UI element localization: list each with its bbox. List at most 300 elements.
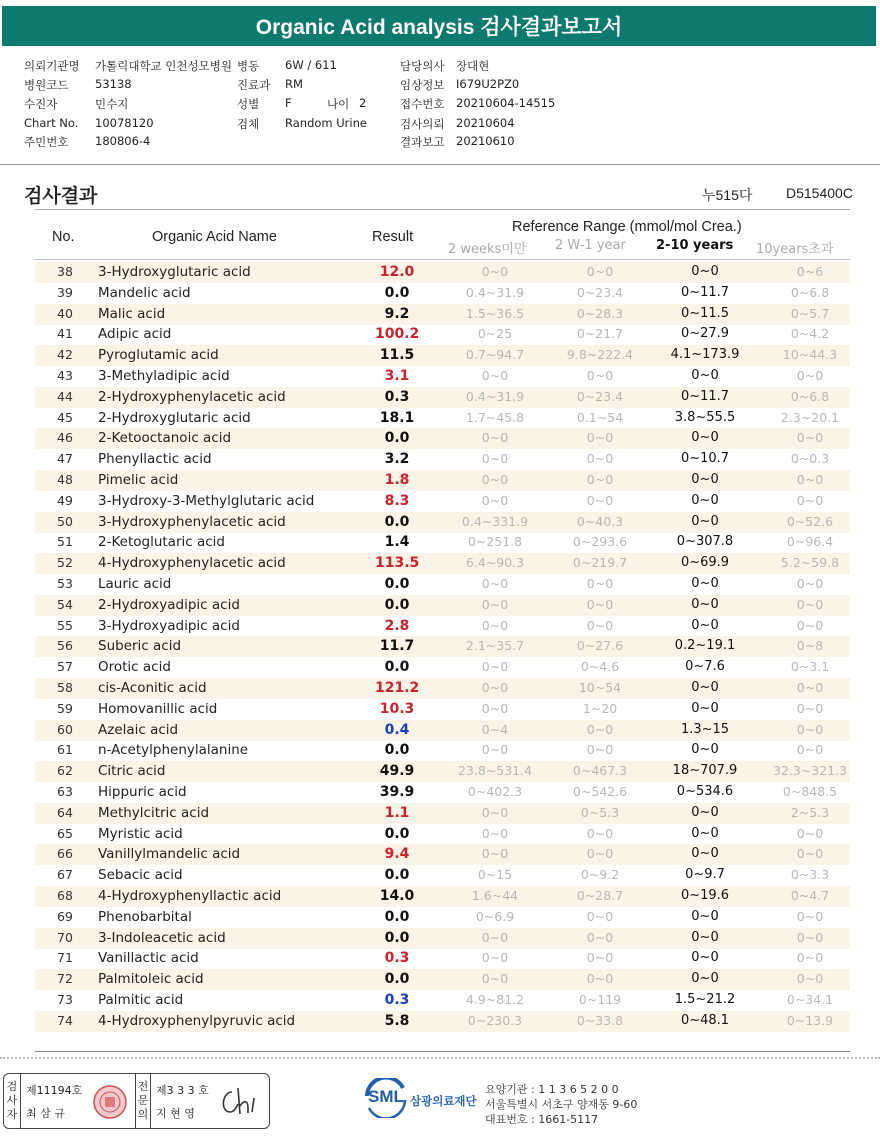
row-number: 60 bbox=[57, 721, 73, 737]
range-under-2-weeks: 0~0 bbox=[481, 700, 509, 716]
table-row bbox=[35, 408, 850, 429]
info-left-field-value: 53138 bbox=[95, 77, 132, 91]
range-2-10y: 0~7.6 bbox=[685, 659, 725, 675]
range-2w-1y: 0~0 bbox=[586, 742, 614, 758]
table-row bbox=[35, 886, 850, 907]
row-number: 39 bbox=[57, 284, 73, 300]
info-mid-field-label: 성별 bbox=[237, 97, 260, 111]
row-number: 48 bbox=[57, 472, 73, 487]
info-right-field-value: 장대현 bbox=[456, 59, 490, 73]
info-mid-field-value: RM bbox=[285, 77, 303, 91]
range-2w-1y: 0~0 bbox=[586, 971, 614, 987]
table-row bbox=[35, 304, 850, 325]
acid-name: Malic acid bbox=[98, 305, 166, 322]
range-2-10y: 0~0 bbox=[691, 576, 719, 591]
range-under-2-weeks: 0~0 bbox=[481, 617, 509, 633]
result-value: 0.0 bbox=[384, 596, 410, 613]
range-2w-1y: 0~467.3 bbox=[572, 763, 628, 779]
table-row bbox=[35, 928, 850, 949]
range-over-10y: 0~0 bbox=[796, 576, 824, 591]
result-value: 0.4 bbox=[384, 721, 410, 738]
result-value: 18.1 bbox=[379, 409, 415, 426]
row-number: 49 bbox=[57, 492, 73, 508]
range-2-10y: 0~0 bbox=[691, 368, 719, 383]
result-value: 1.8 bbox=[384, 472, 410, 488]
row-number: 69 bbox=[57, 908, 73, 924]
result-value: 0.0 bbox=[384, 284, 410, 301]
acid-name: Phenyllactic acid bbox=[98, 451, 212, 468]
result-value: 11.5 bbox=[379, 347, 415, 364]
range-2w-1y: 0~0 bbox=[586, 825, 614, 841]
range-2-10y: 0~0 bbox=[691, 929, 719, 945]
acid-name: Citric acid bbox=[98, 763, 166, 780]
result-value: 49.9 bbox=[379, 763, 415, 780]
info-left-field-label: Chart No. bbox=[24, 116, 79, 130]
specialist-vlabel-2: 문 bbox=[137, 1094, 149, 1107]
range-under-2-weeks: 0~0 bbox=[481, 472, 509, 487]
acid-name: Sebacic acid bbox=[98, 867, 183, 884]
table-row bbox=[35, 969, 850, 990]
acid-name: 2-Hydroxyphenylacetic acid bbox=[98, 388, 286, 405]
row-number: 59 bbox=[57, 700, 73, 716]
range-under-2-weeks: 0~4 bbox=[481, 721, 509, 737]
range-over-10y: 0~3.3 bbox=[790, 867, 830, 883]
report-code-1: 누515다 bbox=[702, 187, 753, 203]
range-2w-1y: 0~0 bbox=[586, 721, 614, 737]
range-over-10y: 0~0 bbox=[796, 492, 824, 508]
table-row bbox=[35, 657, 850, 678]
info-left-field-value: 가톨릭대학교 인천성모병원 bbox=[95, 59, 232, 73]
table-row bbox=[35, 512, 850, 533]
table-row bbox=[35, 428, 850, 449]
range-2-10y: 0~0 bbox=[691, 617, 719, 633]
info-right-field-label: 결과보고 bbox=[400, 135, 445, 149]
table-row bbox=[35, 761, 850, 782]
range-under-2-weeks: 0~6.9 bbox=[475, 908, 515, 924]
result-value: 0.0 bbox=[384, 825, 410, 842]
range-under-2-weeks: 0~15 bbox=[477, 867, 513, 883]
table-row bbox=[35, 844, 850, 865]
range-2w-1y: 0~4.6 bbox=[580, 659, 620, 675]
range-2w-1y: 0~21.7 bbox=[576, 326, 624, 342]
range-over-10y: 0~4.7 bbox=[790, 888, 830, 903]
range-2-10y: 1.5~21.2 bbox=[674, 992, 736, 1007]
table-row bbox=[35, 449, 850, 470]
table-row bbox=[35, 782, 850, 803]
range-over-10y: 0~0 bbox=[796, 472, 824, 487]
range-2-10y: 0~534.6 bbox=[676, 784, 734, 799]
inspector-id: 제11194호 bbox=[26, 1084, 83, 1097]
range-2-10y: 0~0 bbox=[691, 430, 719, 446]
table-row bbox=[35, 595, 850, 616]
range-under-2-weeks: 0~0 bbox=[481, 576, 509, 591]
acid-name: Palmitoleic acid bbox=[98, 971, 204, 988]
row-number: 67 bbox=[57, 867, 73, 883]
acid-name: Phenobarbital bbox=[98, 908, 192, 925]
range-over-10y: 0~0 bbox=[796, 596, 824, 612]
acid-name: Pyroglutamic acid bbox=[98, 347, 219, 364]
inspector-vlabel-1: 검 bbox=[6, 1080, 18, 1093]
range-2-10y: 0~0 bbox=[691, 492, 719, 508]
table-row bbox=[35, 824, 850, 845]
result-value: 5.8 bbox=[384, 1012, 410, 1029]
table-row bbox=[35, 636, 850, 657]
range-2w-1y: 0~542.6 bbox=[572, 784, 628, 799]
acid-name: 3-Hydroxy-3-Methylglutaric acid bbox=[98, 492, 315, 509]
result-value: 100.2 bbox=[375, 326, 420, 343]
acid-name: Vanillylmandelic acid bbox=[98, 846, 241, 863]
info-mid-field-value: 6W / 611 bbox=[285, 58, 337, 72]
range-2w-1y: 0~23.4 bbox=[576, 388, 624, 404]
table-top-rule bbox=[35, 209, 850, 210]
range-over-10y: 2~5.3 bbox=[790, 804, 830, 820]
range-2-10y: 0~11.7 bbox=[680, 284, 730, 300]
range-over-10y: 0~0 bbox=[796, 700, 824, 716]
info-left-field-value: 민수지 bbox=[95, 97, 129, 111]
range-2w-1y: 0~0 bbox=[586, 264, 614, 279]
range-over-10y: 0~0 bbox=[796, 617, 824, 633]
range-2w-1y: 0~0 bbox=[586, 430, 614, 446]
header-rule bbox=[35, 259, 850, 260]
range-over-10y: 0~0 bbox=[796, 742, 824, 758]
row-number: 46 bbox=[57, 430, 73, 446]
range-under-2-weeks: 4.9~81.2 bbox=[465, 992, 525, 1007]
table-bottom-rule bbox=[35, 1051, 850, 1052]
range-over-10y: 0~0 bbox=[796, 971, 824, 987]
range-2-10y: 18~707.9 bbox=[672, 763, 738, 779]
range-2w-1y: 9.8~222.4 bbox=[566, 347, 634, 363]
row-number: 38 bbox=[57, 264, 73, 279]
range-2-10y: 0~0 bbox=[691, 513, 719, 529]
inspector-vlabel-2: 사 bbox=[6, 1094, 18, 1107]
range-2w-1y: 0~0 bbox=[586, 492, 614, 508]
range-under-2-weeks: 0.4~31.9 bbox=[465, 284, 525, 300]
range-2w-1y: 0~0 bbox=[586, 451, 614, 467]
acid-name: 2-Hydroxyadipic acid bbox=[98, 596, 240, 613]
acid-name: Myristic acid bbox=[98, 825, 183, 842]
range-under-2-weeks: 0~0 bbox=[481, 368, 509, 383]
acid-name: 4-Hydroxyphenylpyruvic acid bbox=[98, 1012, 296, 1029]
result-value: 11.7 bbox=[379, 638, 415, 655]
table-row bbox=[35, 720, 850, 741]
range-over-10y: 0~52.6 bbox=[786, 513, 834, 529]
row-number: 52 bbox=[57, 555, 73, 571]
range-under-2-weeks: 1.5~36.5 bbox=[465, 305, 525, 321]
range-2w-1y: 1~20 bbox=[582, 700, 618, 716]
info-mid-field-value: Random Urine bbox=[285, 116, 367, 130]
range-over-10y: 0~0 bbox=[796, 430, 824, 446]
acid-name: Hippuric acid bbox=[98, 784, 187, 800]
range-2w-1y: 0~33.8 bbox=[576, 1012, 624, 1028]
table-row bbox=[35, 990, 850, 1011]
report-code-2: D515400C bbox=[786, 185, 853, 201]
result-value: 0.3 bbox=[384, 950, 410, 967]
range-2w-1y: 0~28.3 bbox=[576, 305, 624, 321]
range-2-10y: 0~11.7 bbox=[680, 388, 730, 404]
result-value: 0.0 bbox=[384, 430, 410, 447]
row-number: 70 bbox=[57, 929, 73, 945]
table-row bbox=[35, 387, 850, 408]
range-over-10y: 0~34.1 bbox=[786, 992, 834, 1007]
range-under-2-weeks: 1.7~45.8 bbox=[465, 409, 525, 425]
info-left-field-label: 병원코드 bbox=[24, 78, 69, 92]
acid-name: cis-Aconitic acid bbox=[98, 680, 207, 696]
range-2w-1y: 0~0 bbox=[586, 908, 614, 924]
result-value: 0.0 bbox=[384, 971, 410, 988]
age-label: 나이 bbox=[327, 97, 350, 111]
table-row bbox=[35, 907, 850, 928]
acid-name: Mandelic acid bbox=[98, 284, 191, 301]
range-2w-1y: 0~0 bbox=[586, 929, 614, 945]
range-over-10y: 2.3~20.1 bbox=[780, 409, 840, 425]
info-left-field-label: 의뢰기관명 bbox=[24, 59, 80, 73]
info-right-field-value: 20210604 bbox=[456, 116, 515, 130]
footer-separator bbox=[0, 1057, 880, 1059]
range-over-10y: 0~0 bbox=[796, 950, 824, 966]
range-2-10y: 0~307.8 bbox=[676, 534, 734, 550]
range-over-10y: 0~6 bbox=[796, 264, 824, 279]
acid-name: Vanillactic acid bbox=[98, 950, 199, 967]
range-2w-1y: 0~0 bbox=[586, 950, 614, 966]
result-value: 8.3 bbox=[384, 492, 410, 509]
range-over-10y: 0~0 bbox=[796, 680, 824, 695]
header-range-1: 2 weeks미만 bbox=[448, 242, 527, 257]
range-2w-1y: 0~219.7 bbox=[572, 555, 628, 571]
range-over-10y: 0~0 bbox=[796, 908, 824, 924]
range-over-10y: 0~5.7 bbox=[790, 305, 830, 321]
row-number: 64 bbox=[57, 804, 73, 820]
table-row bbox=[35, 470, 850, 491]
range-2-10y: 0~0 bbox=[691, 908, 719, 924]
table-row bbox=[35, 699, 850, 720]
range-2-10y: 0~27.9 bbox=[680, 326, 730, 342]
acid-name: 3-Methyladipic acid bbox=[98, 368, 230, 384]
acid-name: 4-Hydroxyphenyllactic acid bbox=[98, 888, 282, 904]
table-row bbox=[35, 948, 850, 969]
range-2-10y: 0~11.5 bbox=[680, 305, 730, 321]
row-number: 50 bbox=[57, 513, 73, 529]
range-over-10y: 0~4.2 bbox=[790, 326, 830, 342]
range-2w-1y: 0.1~54 bbox=[576, 409, 624, 425]
range-2w-1y: 0~40.3 bbox=[576, 513, 624, 529]
specialist-name: 지 현 영 bbox=[156, 1107, 195, 1120]
range-2w-1y: 0~0 bbox=[586, 617, 614, 633]
range-2-10y: 0~69.9 bbox=[680, 555, 730, 571]
range-under-2-weeks: 23.8~531.4 bbox=[457, 763, 533, 779]
acid-name: Suberic acid bbox=[98, 638, 182, 655]
range-over-10y: 0~13.9 bbox=[786, 1012, 834, 1028]
address: 서울특별시 서초구 양재동 9-60 bbox=[485, 1098, 638, 1111]
result-value: 3.1 bbox=[384, 368, 410, 384]
acid-name: 2-Ketooctanoic acid bbox=[98, 430, 232, 447]
row-number: 56 bbox=[57, 638, 73, 654]
range-over-10y: 32.3~321.3 bbox=[772, 763, 848, 779]
range-under-2-weeks: 0~0 bbox=[481, 971, 509, 987]
range-under-2-weeks: 0~251.8 bbox=[467, 534, 523, 550]
sml-logo-text: SML bbox=[368, 1087, 404, 1106]
table-row bbox=[35, 262, 850, 283]
range-under-2-weeks: 0~0 bbox=[481, 596, 509, 612]
range-over-10y: 0~0 bbox=[796, 846, 824, 862]
result-value: 0.0 bbox=[384, 867, 410, 884]
range-2-10y: 3.8~55.5 bbox=[674, 409, 736, 425]
specialist-vlabel-1: 전 bbox=[137, 1080, 149, 1093]
table-row bbox=[35, 553, 850, 574]
row-number: 40 bbox=[57, 305, 73, 321]
row-number: 68 bbox=[57, 888, 73, 903]
range-2-10y: 0~0 bbox=[691, 825, 719, 841]
acid-name: Homovanillic acid bbox=[98, 700, 218, 717]
range-under-2-weeks: 0~0 bbox=[481, 846, 509, 862]
info-right-field-label: 임상정보 bbox=[400, 78, 445, 92]
range-2w-1y: 0~0 bbox=[586, 846, 614, 862]
result-value: 3.2 bbox=[384, 451, 410, 468]
range-2-10y: 0~0 bbox=[691, 742, 719, 758]
table-row bbox=[35, 678, 850, 699]
info-left-field-value: 10078120 bbox=[95, 116, 154, 130]
range-2-10y: 0.2~19.1 bbox=[674, 638, 736, 654]
range-under-2-weeks: 0~0 bbox=[481, 950, 509, 966]
range-2-10y: 0~0 bbox=[691, 846, 719, 862]
range-2-10y: 4.1~173.9 bbox=[670, 347, 740, 363]
row-number: 45 bbox=[57, 409, 73, 425]
range-2-10y: 0~0 bbox=[691, 971, 719, 987]
table-row bbox=[35, 616, 850, 637]
result-value: 0.3 bbox=[384, 388, 410, 405]
range-2w-1y: 0~0 bbox=[586, 596, 614, 612]
range-2w-1y: 0~9.2 bbox=[580, 867, 620, 883]
result-value: 1.1 bbox=[384, 804, 410, 821]
seal-stamp-icon bbox=[92, 1084, 128, 1120]
info-right-field-label: 담당의사 bbox=[400, 59, 445, 73]
info-mid-field-label: 검체 bbox=[237, 117, 260, 131]
acid-name: Lauric acid bbox=[98, 576, 172, 592]
result-value: 0.0 bbox=[384, 513, 410, 530]
range-2w-1y: 10~54 bbox=[578, 680, 622, 695]
range-2-10y: 0~10.7 bbox=[680, 451, 730, 467]
info-mid-field-label: 병동 bbox=[237, 59, 260, 73]
result-value: 0.0 bbox=[384, 908, 410, 925]
header-no: No. bbox=[52, 229, 75, 245]
acid-name: Azelaic acid bbox=[98, 721, 179, 738]
range-over-10y: 0~6.8 bbox=[790, 388, 830, 404]
info-mid-field-label: 진료과 bbox=[237, 78, 271, 92]
info-right-field-label: 접수번호 bbox=[400, 97, 445, 111]
range-over-10y: 10~44.3 bbox=[782, 347, 838, 363]
range-under-2-weeks: 0~0 bbox=[481, 825, 509, 841]
row-number: 57 bbox=[57, 659, 73, 675]
result-value: 39.9 bbox=[379, 784, 415, 800]
result-value: 9.2 bbox=[384, 305, 410, 322]
acid-name: 3-Hydroxyadipic acid bbox=[98, 617, 240, 634]
result-value: 10.3 bbox=[379, 700, 415, 717]
range-2w-1y: 0~23.4 bbox=[576, 284, 624, 300]
range-2-10y: 0~0 bbox=[691, 472, 719, 487]
acid-name: 3-Hydroxyphenylacetic acid bbox=[98, 513, 286, 530]
range-under-2-weeks: 0~0 bbox=[481, 742, 509, 758]
range-under-2-weeks: 0~0 bbox=[481, 929, 509, 945]
row-number: 66 bbox=[57, 846, 73, 862]
table-row bbox=[35, 574, 850, 595]
range-under-2-weeks: 0~0 bbox=[481, 451, 509, 467]
phone-number: 대표번호 : 1661-5117 bbox=[485, 1113, 599, 1126]
row-number: 65 bbox=[57, 825, 73, 841]
range-over-10y: 0~0 bbox=[796, 929, 824, 945]
range-under-2-weeks: 6.4~90.3 bbox=[465, 555, 525, 571]
row-number: 62 bbox=[57, 763, 73, 779]
range-2w-1y: 0~0 bbox=[586, 472, 614, 487]
range-under-2-weeks: 0~0 bbox=[481, 430, 509, 446]
row-number: 63 bbox=[57, 784, 73, 799]
report-title: Organic Acid analysis 검사결과보고서 bbox=[2, 6, 876, 46]
range-2w-1y: 0~28.7 bbox=[576, 888, 624, 903]
range-over-10y: 0~96.4 bbox=[786, 534, 834, 550]
range-under-2-weeks: 1.6~44 bbox=[471, 888, 519, 903]
range-2-10y: 0~9.7 bbox=[685, 867, 725, 883]
range-over-10y: 0~0 bbox=[796, 368, 824, 383]
header-range-4: 10years초과 bbox=[756, 242, 834, 257]
range-under-2-weeks: 0~0 bbox=[481, 492, 509, 508]
range-2-10y: 0~0 bbox=[691, 950, 719, 966]
info-right-field-value: I679U2PZ0 bbox=[456, 77, 520, 91]
institution-code: 요양기관 : 1 1 3 6 5 2 0 0 bbox=[485, 1083, 619, 1096]
range-2w-1y: 0~0 bbox=[586, 576, 614, 591]
header-range-2: 2 W-1 year bbox=[555, 238, 626, 253]
acid-name: Pimelic acid bbox=[98, 472, 179, 488]
inspector-name: 최 삼 규 bbox=[26, 1107, 65, 1120]
result-value: 0.0 bbox=[384, 929, 410, 946]
row-number: 74 bbox=[57, 1012, 73, 1028]
range-2-10y: 0~19.6 bbox=[680, 888, 730, 903]
range-2w-1y: 0~119 bbox=[578, 992, 622, 1007]
row-number: 41 bbox=[57, 326, 73, 342]
signature-icon bbox=[218, 1086, 262, 1118]
result-value: 0.3 bbox=[384, 992, 410, 1008]
range-over-10y: 0~0 bbox=[796, 721, 824, 737]
acid-name: 3-Hydroxyglutaric acid bbox=[98, 264, 251, 280]
range-2-10y: 0~0 bbox=[691, 804, 719, 820]
acid-name: 2-Ketoglutaric acid bbox=[98, 534, 225, 551]
range-under-2-weeks: 0~25 bbox=[477, 326, 513, 342]
result-value: 2.8 bbox=[384, 617, 410, 634]
header-range-3: 2-10 years bbox=[656, 238, 734, 253]
acid-name: Methylcitric acid bbox=[98, 804, 210, 821]
table-row bbox=[35, 491, 850, 512]
range-over-10y: 0~848.5 bbox=[782, 784, 838, 799]
table-row bbox=[35, 366, 850, 387]
row-number: 72 bbox=[57, 971, 73, 987]
result-value: 0.0 bbox=[384, 742, 410, 759]
header-result: Result bbox=[372, 229, 414, 245]
range-2-10y: 0~0 bbox=[691, 596, 719, 612]
acid-name: Adipic acid bbox=[98, 326, 172, 343]
range-over-10y: 0~0.3 bbox=[790, 451, 830, 467]
signature-box bbox=[3, 1073, 270, 1129]
range-2w-1y: 0~293.6 bbox=[572, 534, 628, 550]
table-row bbox=[35, 345, 850, 366]
range-2-10y: 0~0 bbox=[691, 700, 719, 716]
range-2w-1y: 0~5.3 bbox=[580, 804, 620, 820]
result-value: 1.4 bbox=[384, 534, 410, 551]
result-value: 121.2 bbox=[375, 680, 420, 696]
range-over-10y: 0~3.1 bbox=[790, 659, 830, 675]
range-2-10y: 0~0 bbox=[691, 264, 719, 279]
row-number: 51 bbox=[57, 534, 73, 550]
range-under-2-weeks: 0~0 bbox=[481, 264, 509, 279]
range-over-10y: 0~8 bbox=[796, 638, 824, 654]
range-under-2-weeks: 0~0 bbox=[481, 659, 509, 675]
table-row bbox=[35, 865, 850, 886]
